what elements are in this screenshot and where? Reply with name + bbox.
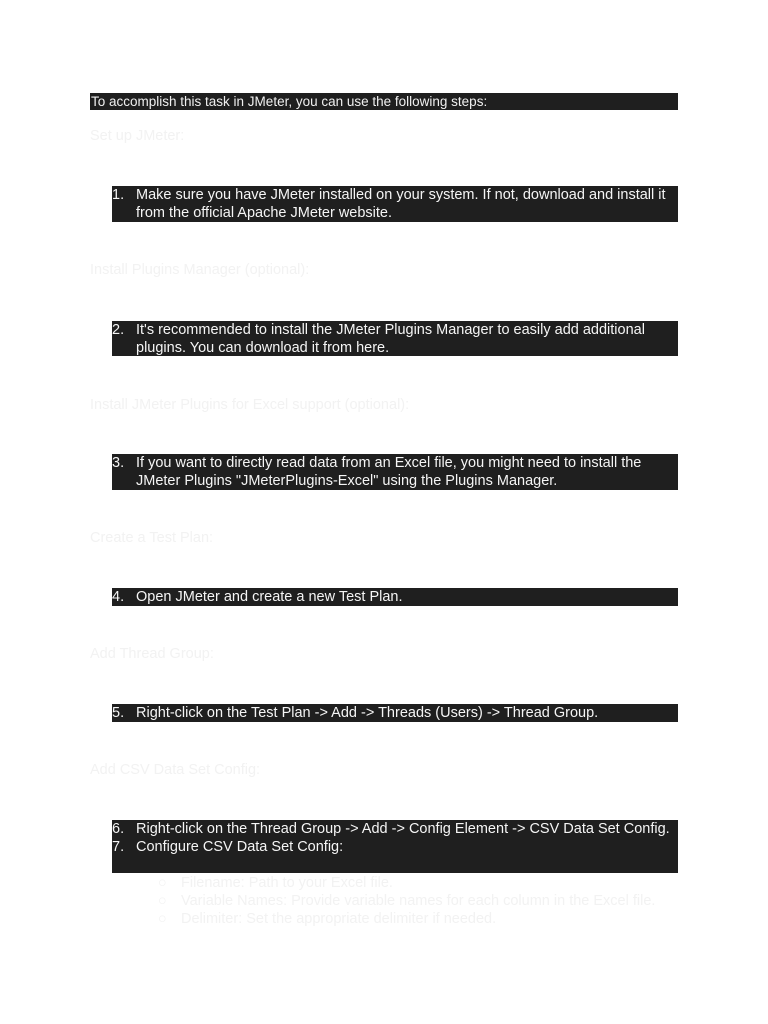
circle-bullet-icon: ○ <box>158 875 167 891</box>
circle-bullet-icon: ○ <box>158 893 167 909</box>
step-number: 6. <box>112 821 125 837</box>
step-text: Make sure you have JMeter installed on your system. If not, download and install it from the official Apache JMeter website. <box>136 187 666 221</box>
section-heading-test-plan: Create a Test Plan: <box>90 530 214 546</box>
step-number: 4. <box>112 589 125 605</box>
step-text: Configure CSV Data Set Config: <box>136 839 344 855</box>
sub-item-text: Variable Names: Provide variable names for each column in the Excel file. <box>181 893 656 909</box>
step-block-4 <box>112 588 678 606</box>
step-block-6-7 <box>112 820 678 873</box>
step-number: 5. <box>112 705 125 721</box>
list-item <box>112 588 678 606</box>
section-heading-excel-plugins: Install JMeter Plugins for Excel support (optional): <box>90 397 410 413</box>
step-text: Right-click on the Thread Group -> Add -> Config Element -> CSV Data Set Config. <box>136 821 670 837</box>
sub-list-item <box>158 892 655 910</box>
step-text: If you want to directly read data from an Excel file, you might need to install the JMeter Plugins "JMeterPlugins-Excel" using the Plugins Manager. <box>136 455 642 489</box>
section-heading-plugins-manager: Install Plugins Manager (optional): <box>90 262 310 278</box>
sub-list-item <box>158 910 655 928</box>
step-number: 3. <box>112 455 125 471</box>
circle-bullet-icon: ○ <box>158 911 167 927</box>
step-text: Right-click on the Test Plan -> Add -> Threads (Users) -> Thread Group. <box>136 705 599 721</box>
step-block-3 <box>112 454 678 490</box>
list-item <box>112 454 678 490</box>
step-number: 7. <box>112 839 125 855</box>
step-number: 1. <box>112 187 125 203</box>
sub-item-text: Delimiter: Set the appropriate delimiter if needed. <box>181 911 497 927</box>
sub-item-text: Filename: Path to your Excel file. <box>181 875 393 891</box>
step-block-2 <box>112 321 678 356</box>
step-text: It's recommended to install the JMeter Plugins Manager to easily add additional plugins. You can download it from here. <box>136 322 645 356</box>
list-item <box>112 838 678 856</box>
sub-list-item <box>158 874 655 892</box>
list-item <box>112 321 678 357</box>
section-heading-thread-group: Add Thread Group: <box>90 646 214 662</box>
step-block-5 <box>112 704 678 722</box>
step-number: 2. <box>112 322 125 338</box>
list-item <box>112 820 678 838</box>
list-item <box>112 186 678 222</box>
intro-text: To accomplish this task in JMeter, you can use the following steps: <box>90 93 678 110</box>
sub-list <box>158 874 655 928</box>
step-block-1 <box>112 186 678 222</box>
step-text: Open JMeter and create a new Test Plan. <box>136 589 403 605</box>
section-heading-csv-config: Add CSV Data Set Config: <box>90 762 261 778</box>
section-heading-setup: Set up JMeter: <box>90 128 185 144</box>
list-item <box>112 704 678 722</box>
